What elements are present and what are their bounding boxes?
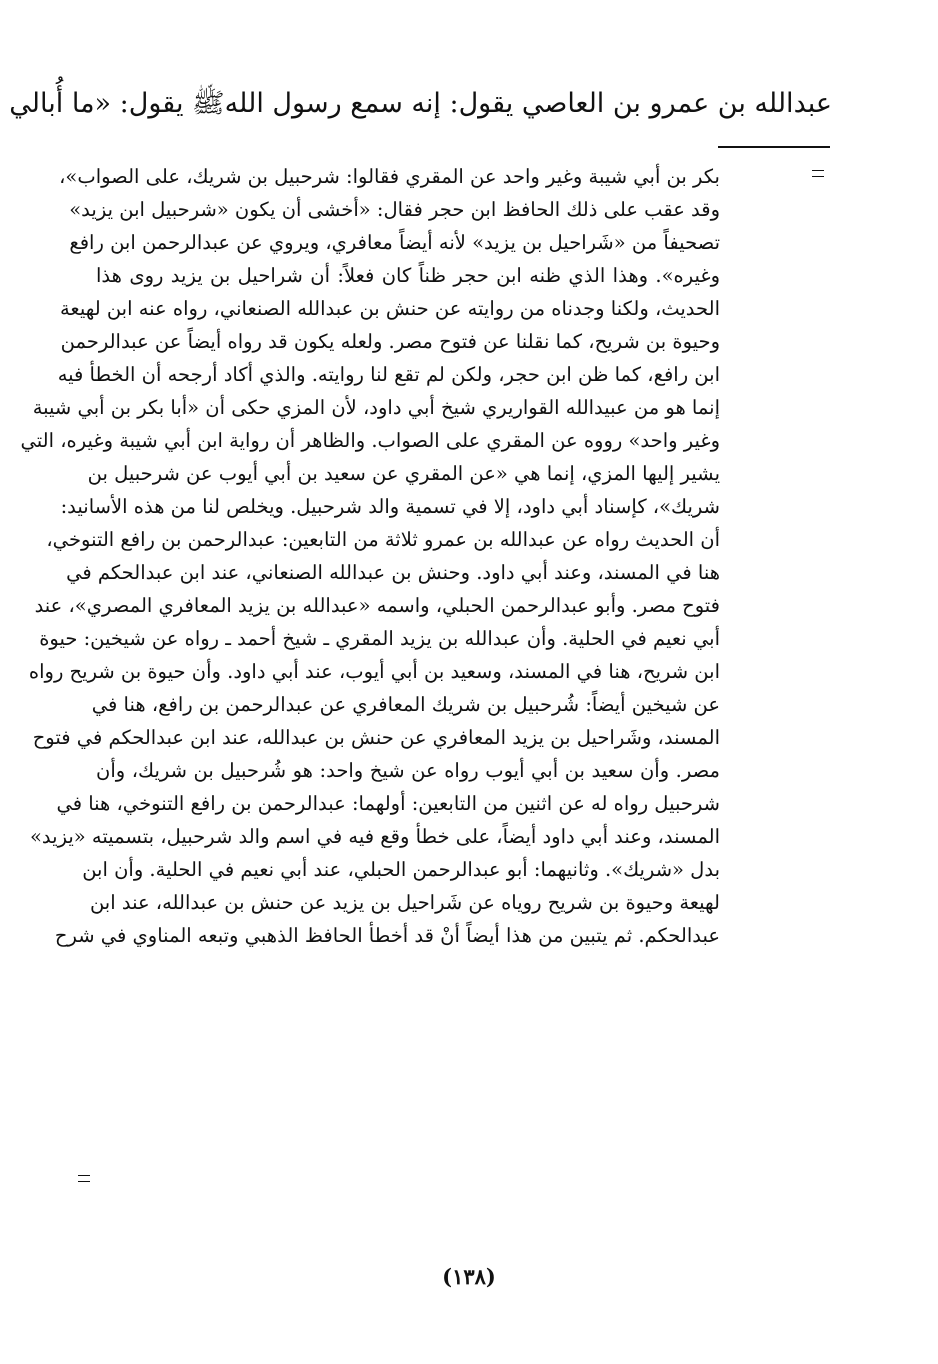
footnote-continuation-mark-end bbox=[78, 1175, 90, 1182]
footnote-line: فتوح مصر. وأبو عبدالرحمن الحبلي، واسمه «عبدالله بن يزيد المعافري المصري»، عند bbox=[34, 594, 720, 617]
footnote-line: شرحبيل رواه له عن اثنين من التابعين: أولهما: عبدالرحمن بن رافع التنوخي، هنا في bbox=[56, 792, 720, 815]
footnote-line: عبدالحكم. ثم يتبين من هذا أيضاً أنْ قد أخطأ الحافظ الذهبي وتبعه المناوي في شرح bbox=[54, 924, 720, 947]
footnote-line: ابن رافع، كما ظن ابن حجر، ولكن لم تقع لنا روايته. والذي أكاد أرجحه أن الخطأ فيه bbox=[57, 363, 720, 386]
footnote-line: تصحيفاً من «شَراحيل بن يزيد» لأنه أيضاً معافري، ويروي عن عبدالرحمن ابن رافع bbox=[69, 231, 720, 254]
footnote-text-block bbox=[20, 160, 720, 952]
footnote-line: أن الحديث رواه عن عبدالله بن عمرو ثلاثة من التابعين: عبدالرحمن بن رافع التنوخي، bbox=[46, 528, 720, 551]
footnote-line: الحديث، ولكنا وجدناه من روايته عن حنش بن عبدالله الصنعاني، رواه عنه ابن لهيعة bbox=[59, 297, 720, 320]
footnote-line: هنا في المسند، وعند أبي داود. وحنش بن عبدالله الصنعاني، عند ابن عبدالحكم في bbox=[66, 561, 720, 584]
footnote-line: أبي نعيم في الحلية. وأن عبدالله بن يزيد المقري ـ شيخ أحمد ـ رواه عن شيخين: حيوة bbox=[39, 627, 720, 650]
footnote-line: ابن شريح، هنا في المسند، وسعيد بن أبي أيوب، عند أبي داود. وأن حيوة بن شريح رواه bbox=[28, 660, 720, 683]
running-header bbox=[9, 82, 832, 126]
footnote-line: شريك»، كإسناد أبي داود، إلا في تسمية والد شرحبيل. ويخلص لنا من هذه الأسانيد: bbox=[60, 495, 720, 518]
header-rule bbox=[718, 146, 830, 148]
running-title: عبدالله بن عمرو بن العاصي يقول: إنه سمع رسول اللهﷺ يقول: «ما أُبالي bbox=[9, 88, 832, 119]
footnote-line: عن شيخين أيضاً: شُرحبيل بن شريك المعافري عن عبدالرحمن بن رافع، هنا في bbox=[91, 693, 720, 716]
footnote-line: المسند، وعند أبي داود أيضاً، على خطأ وقع فيه في اسم والد شرحبيل، بتسميته «يزيد» bbox=[29, 825, 720, 848]
footnote-line: وقد عقب على ذلك الحافظ ابن حجر فقال: «أخشى أن يكون «شرحبيل ابن يزيد» bbox=[69, 198, 720, 221]
footnote-line: المسند، وشَراحيل بن يزيد المعافري عن حنش بن عبدالله، عند ابن عبدالحكم في فتوح bbox=[32, 726, 720, 749]
footnote-line: وحيوة بن شريح، كما نقلنا عن فتوح مصر. ولعله يكون قد رواه أيضاً عن عبدالرحمن bbox=[60, 330, 720, 353]
footnote-line: بكر بن أبي شيبة وغير واحد عن المقري فقالوا: شرحبيل بن شريك، على الصواب»، bbox=[59, 165, 720, 188]
footnote-line: وغيره». وهذا الذي ظنه ابن حجر ظناً كان فعلاً: أن شراحيل بن يزيد روى هذا bbox=[96, 264, 720, 287]
footnote-line: لهيعة وحيوة بن شريح روياه عن شَراحيل بن يزيد عن حنش بن عبدالله، عند ابن bbox=[89, 891, 720, 914]
footnote-continuation-mark-start bbox=[812, 170, 824, 177]
footnote-line: إنما هو من عبيدالله القواريري شيخ أبي داود، لأن المزي حكى أن «أبا بكر بن أبي شيبة bbox=[32, 396, 720, 419]
footnote-line: وغير واحد» رووه عن المقري على الصواب. والظاهر أن رواية ابن أبي شيبة وغيره، التي bbox=[20, 429, 720, 452]
footnote-line: يشير إليها المزي، إنما هي «عن المقري عن سعيد بن أبي أيوب عن شرحبيل بن bbox=[87, 462, 720, 485]
page-number: (١٣٨) bbox=[442, 1264, 496, 1289]
footnote-line: بدل «شريك». وثانيهما: أبو عبدالرحمن الحبلي، عند أبي نعيم في الحلية. وأن ابن bbox=[82, 858, 720, 881]
footnote-line: مصر. وأن سعيد بن أبي أيوب رواه عن شيخ واحد: هو شُرحبيل بن شريك، وأن bbox=[96, 759, 720, 782]
